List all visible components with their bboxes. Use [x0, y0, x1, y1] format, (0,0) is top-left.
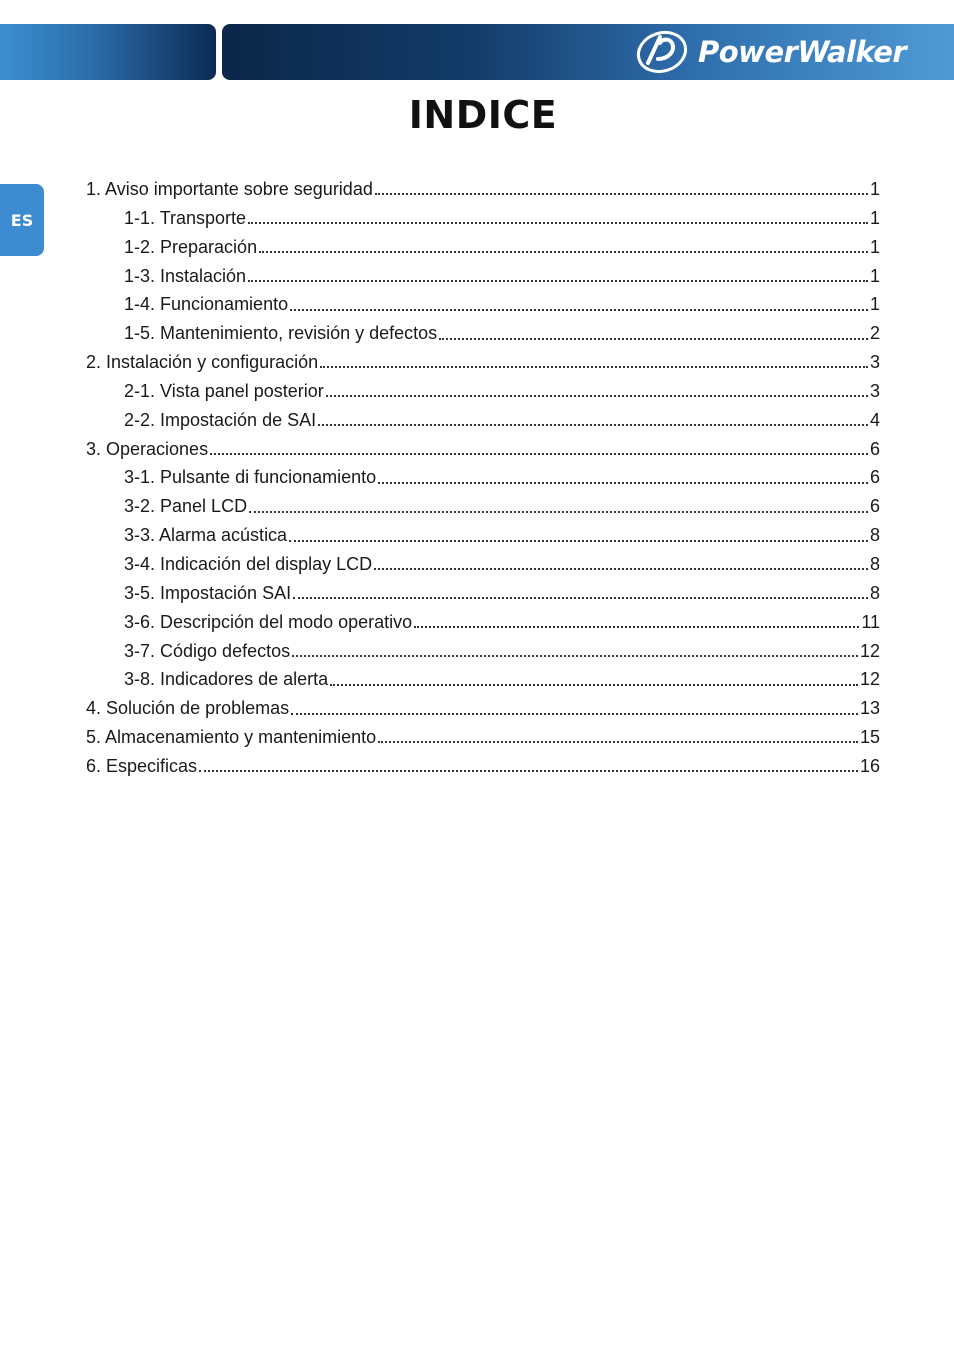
toc-entry-title: 4. Solución de problemas: [86, 698, 290, 719]
toc-page-number: 1: [869, 294, 880, 315]
toc-entry-title: 3-4. Indicación del display LCD: [124, 553, 373, 574]
toc-page-number: 3: [869, 380, 880, 401]
toc-entry[interactable]: [86, 406, 880, 435]
toc-entry-title: 6. Especificas: [86, 755, 198, 776]
toc-page-number: 6: [869, 438, 880, 459]
toc-page-number: 8: [869, 553, 880, 574]
toc-page-number: 8: [869, 525, 880, 546]
dot-leader: [199, 770, 858, 772]
toc-entry[interactable]: [86, 319, 880, 348]
dot-leader: [291, 713, 858, 715]
toc-entry-title: 3-6. Descripción del modo operativo: [124, 611, 413, 632]
page-title: INDICE: [408, 93, 558, 137]
brand-name: PowerWalker: [698, 35, 907, 69]
toc-page-number: 3: [869, 352, 880, 373]
toc-page-number: 1: [869, 236, 880, 257]
toc-page-number: 16: [859, 755, 880, 776]
toc-entry-title: 2-1. Vista panel posterior: [124, 380, 324, 401]
dot-leader: [330, 684, 858, 686]
dot-leader: [378, 741, 858, 743]
toc-entry[interactable]: [86, 175, 880, 204]
dot-leader: [414, 626, 859, 628]
toc-entry-title: 1-2. Preparación: [124, 236, 258, 257]
toc-entry-title: 2-2. Impostación de SAI: [124, 409, 317, 430]
toc-entry-title: 1-5. Mantenimiento, revisión y defectos: [124, 323, 438, 344]
toc-page-number: 4: [869, 409, 880, 430]
dot-leader: [249, 511, 868, 513]
toc-entry-title: 1-4. Funcionamiento: [124, 294, 289, 315]
toc-entry[interactable]: [86, 463, 880, 492]
dot-leader: [378, 482, 868, 484]
dot-leader: [289, 540, 868, 542]
toc-entry[interactable]: [86, 521, 880, 550]
toc-page-number: 13: [859, 698, 880, 719]
dot-leader: [248, 280, 868, 282]
toc-entry-title: 3-7. Código defectos: [124, 640, 291, 661]
dot-leader: [320, 366, 868, 368]
toc-page-number: 1: [869, 207, 880, 228]
toc-entry[interactable]: [86, 723, 880, 752]
toc-entry[interactable]: [86, 233, 880, 262]
toc-entry-title: 2. Instalación y configuración: [86, 352, 319, 373]
toc-page-number: 12: [859, 669, 880, 690]
brand-logo: [634, 28, 944, 76]
toc-entry-title: 3-5. Impostación SAI: [124, 582, 292, 603]
header-bar-left: [0, 24, 216, 80]
dot-leader: [326, 395, 868, 397]
toc-entry-title: 5. Almacenamiento y mantenimiento: [86, 727, 377, 748]
table-of-contents: [86, 175, 880, 781]
toc-entry[interactable]: [86, 694, 880, 723]
toc-page-number: 8: [869, 582, 880, 603]
toc-entry-title: 1-1. Transporte: [124, 207, 247, 228]
dot-leader: [248, 222, 868, 224]
toc-entry[interactable]: [86, 637, 880, 666]
toc-entry[interactable]: [86, 262, 880, 291]
toc-entry-title: 3-1. Pulsante di funcionamiento: [124, 467, 377, 488]
toc-entry-title: 3-3. Alarma acústica: [124, 525, 288, 546]
toc-entry[interactable]: [86, 204, 880, 233]
toc-page-number: 6: [869, 467, 880, 488]
dot-leader: [375, 193, 868, 195]
dot-leader: [374, 568, 868, 570]
toc-entry[interactable]: [86, 377, 880, 406]
toc-entry[interactable]: [86, 665, 880, 694]
powerwalker-logo-icon: [634, 29, 692, 75]
toc-page-number: 2: [869, 323, 880, 344]
toc-entry[interactable]: [86, 752, 880, 781]
toc-entry-title: 1-3. Instalación: [124, 265, 247, 286]
toc-entry[interactable]: [86, 348, 880, 377]
toc-entry[interactable]: [86, 492, 880, 521]
dot-leader: [439, 338, 868, 340]
toc-entry[interactable]: [86, 550, 880, 579]
dot-leader: [290, 309, 868, 311]
toc-page-number: 11: [861, 611, 880, 632]
dot-leader: [318, 424, 868, 426]
dot-leader: [293, 597, 868, 599]
dot-leader: [210, 453, 868, 455]
toc-entry-title: 3-2. Panel LCD: [124, 496, 248, 517]
toc-entry-title: 1. Aviso importante sobre seguridad: [86, 179, 373, 199]
toc-entry[interactable]: [86, 608, 880, 637]
toc-entry[interactable]: [86, 290, 880, 319]
toc-page-number: 12: [859, 640, 880, 661]
toc-page-number: 1: [869, 179, 880, 199]
dot-leader: [259, 251, 868, 253]
toc-page-number: 1: [869, 265, 880, 286]
language-tab: ES: [0, 184, 44, 256]
toc-page-number: 15: [859, 727, 880, 748]
toc-entry-title: 3-8. Indicadores de alerta: [124, 669, 329, 690]
toc-entry[interactable]: [86, 579, 880, 608]
toc-entry[interactable]: [86, 435, 880, 464]
toc-page-number: 6: [869, 496, 880, 517]
dot-leader: [292, 655, 858, 657]
toc-entry-title: 3. Operaciones: [86, 438, 209, 459]
